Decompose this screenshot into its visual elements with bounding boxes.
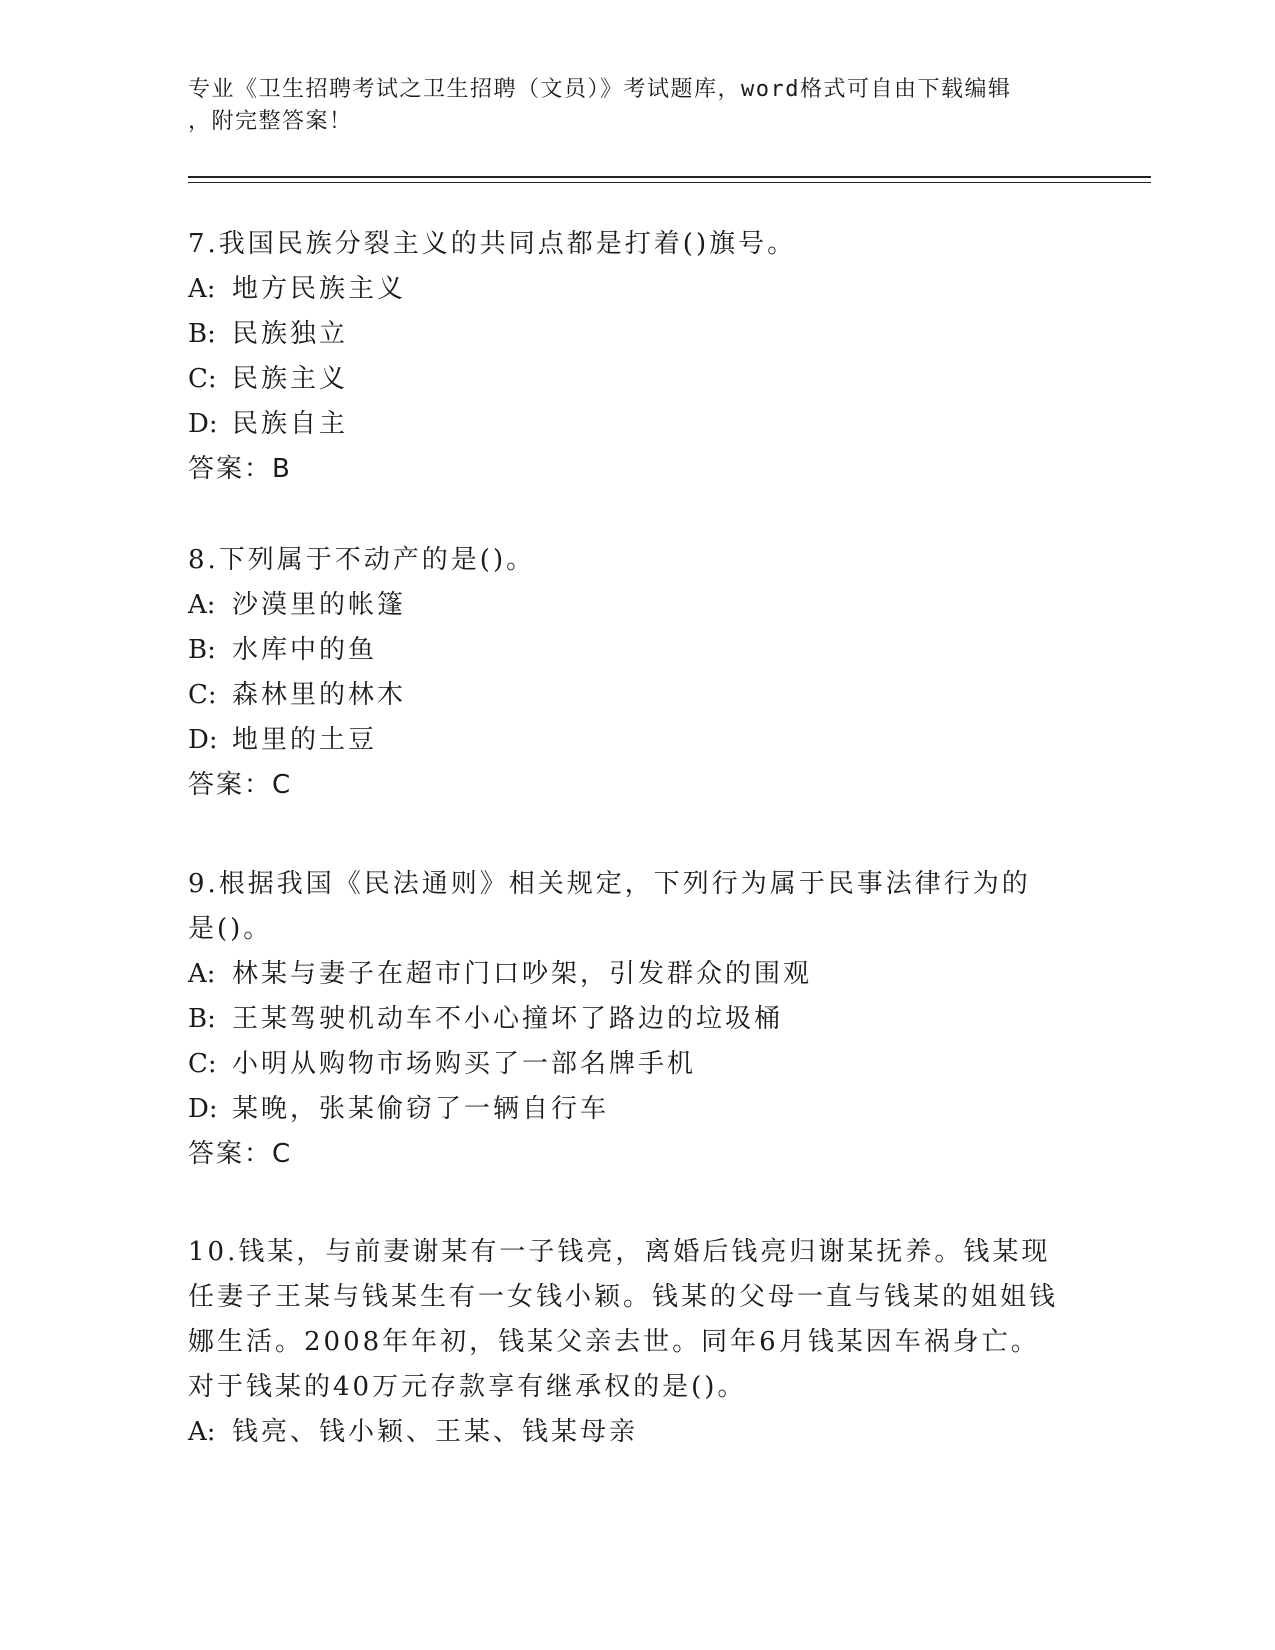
header-divider-thick [188, 176, 1151, 178]
option-a [188, 583, 1088, 628]
option-a [188, 952, 1058, 997]
option-b [188, 997, 1058, 1042]
option-text: 小明从购物市场购买了一部名牌手机 [232, 1049, 697, 1079]
question-8 [188, 538, 1088, 808]
option-letter: B: [188, 319, 216, 349]
option-letter: B: [188, 1004, 216, 1034]
option-letter: D: [188, 1094, 218, 1124]
option-d [188, 718, 1088, 763]
option-letter: C: [188, 364, 217, 394]
option-text: 森林里的林木 [232, 680, 407, 710]
option-text: 水库中的鱼 [232, 635, 378, 665]
option-text: 王某驾驶机动车不小心撞坏了路边的垃圾桶 [232, 1004, 784, 1034]
option-letter: C: [188, 1049, 217, 1079]
option-d [188, 1087, 1058, 1132]
document-header [188, 74, 1088, 138]
option-letter: D: [188, 725, 218, 755]
option-a [188, 267, 1088, 312]
question-text: 9.根据我国《民法通则》相关规定，下列行为属于民事法律行为的是()。 [188, 869, 1031, 944]
option-a [188, 1410, 1068, 1455]
header-line-2: ，附完整答案！ [188, 109, 353, 134]
option-text: 民族独立 [232, 319, 349, 349]
option-text: 林某与妻子在超市门口吵架，引发群众的围观 [232, 959, 813, 989]
header-line-1: 专业《卫生招聘考试之卫生招聘（文员）》考试题库，word格式可自由下载编辑 [188, 77, 1012, 102]
question-text: 7.我国民族分裂主义的共同点都是打着()旗号。 [188, 229, 797, 259]
answer: 答案：B [188, 454, 292, 484]
option-text: 地里的土豆 [232, 725, 378, 755]
answer: 答案：C [188, 1139, 293, 1169]
option-letter: C: [188, 680, 217, 710]
option-letter: D: [188, 409, 218, 439]
question-text: 8.下列属于不动产的是()。 [188, 545, 536, 575]
question-9 [188, 862, 1058, 1177]
question-7 [188, 222, 1088, 492]
option-b [188, 628, 1088, 673]
option-d [188, 402, 1088, 447]
option-text: 钱亮、钱小颖、王某、钱某母亲 [232, 1417, 639, 1447]
option-c [188, 1042, 1058, 1087]
option-letter: B: [188, 635, 216, 665]
option-letter: A: [188, 274, 216, 304]
option-text: 民族主义 [232, 364, 349, 394]
option-c [188, 673, 1088, 718]
option-letter: A: [188, 959, 216, 989]
option-c [188, 357, 1088, 402]
option-text: 某晚，张某偷窃了一辆自行车 [232, 1094, 610, 1124]
option-text: 地方民族主义 [232, 274, 407, 304]
option-b [188, 312, 1088, 357]
question-text: 10.钱某，与前妻谢某有一子钱亮，离婚后钱亮归谢某抚养。钱某现任妻子王某与钱某生有一女钱小颖。钱某的父母一直与钱某的姐姐钱娜生活。2008年年初，钱某父亲去世。同年6月钱某因车祸身亡。对于钱某的40万元存款享有继承权的是()。 [188, 1237, 1059, 1402]
option-text: 沙漠里的帐篷 [232, 590, 407, 620]
question-10 [188, 1230, 1068, 1455]
option-text: 民族自主 [232, 409, 349, 439]
answer: 答案：C [188, 770, 293, 800]
option-letter: A: [188, 1417, 216, 1447]
option-letter: A: [188, 590, 216, 620]
header-divider-thin [188, 182, 1151, 183]
